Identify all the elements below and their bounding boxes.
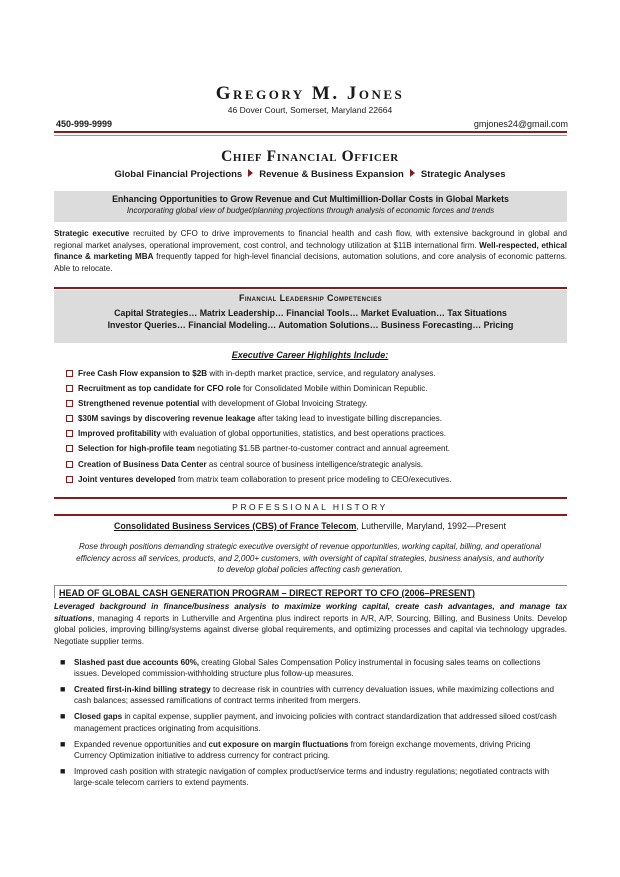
list-item bbox=[60, 657, 564, 679]
specialties-line bbox=[0, 169, 620, 180]
highlight-bold: Joint ventures developed bbox=[78, 474, 176, 484]
bullet-icon: ■ bbox=[60, 657, 66, 667]
address: 46 Dover Court, Somerset, Maryland 22664 bbox=[227, 105, 393, 115]
list-item bbox=[66, 472, 566, 487]
competencies-line: Capital Strategies… Matrix Leadership… Financial Tools… Market Evaluation… Tax Situations bbox=[114, 308, 507, 318]
company-description: Rose through positions demanding strategic executive oversight of revenue opportunities, working capital, billing, and operational efficiency across all services, products, and 2,000+ customers, with oversight of capital strategies, business analysis, and authority to develop global policies affecting cash generation. bbox=[76, 542, 544, 575]
phone: 450-999-9999 bbox=[56, 119, 113, 129]
bullet-icon: ■ bbox=[60, 711, 66, 722]
bullet-icon: ■ bbox=[60, 765, 66, 776]
competencies-heading: Financial Leadership Competencies bbox=[238, 293, 383, 303]
email: gmjones24@gmail.com bbox=[473, 119, 568, 129]
headline-banner bbox=[54, 191, 567, 222]
triangle-icon bbox=[248, 169, 253, 177]
specialty: Global Financial Projections bbox=[114, 169, 243, 180]
bullet-text: in capital expense, supplier payment, and invoicing policies with contract standardization that addressed siloed cost/cash management practices originating from acquisitions. bbox=[74, 712, 557, 733]
section-divider bbox=[54, 497, 567, 499]
bullet-text: to decrease risk in countries with currency devaluation issues, while maximizing collections and cash balances; assessed ramifications of contract terms inherited from mergers. bbox=[74, 685, 554, 706]
list-item bbox=[66, 396, 566, 411]
list-item bbox=[66, 457, 566, 472]
highlight-bold: Recruitment as top candidate for CFO role bbox=[78, 384, 241, 394]
role-header bbox=[54, 585, 567, 598]
highlight-text: negotiating $1.5B partner-to-customer contract and annual agreement. bbox=[194, 444, 451, 454]
competencies-band bbox=[54, 290, 567, 343]
banner-headline: Enhancing Opportunities to Grow Revenue and Cut Multimillion-Dollar Costs in Global Markets bbox=[112, 194, 509, 204]
achievements-list bbox=[60, 657, 564, 793]
bullet-bold: cut exposure on margin fluctuations bbox=[208, 739, 349, 749]
specialty: Strategic Analyses bbox=[420, 169, 506, 180]
summary-bold: Well-respected, ethical finance & marketing MBA bbox=[54, 240, 567, 262]
list-item bbox=[66, 426, 566, 441]
triangle-icon bbox=[410, 169, 415, 177]
header-divider bbox=[54, 131, 567, 133]
highlight-text: after taking lead to investigate billing discrepancies. bbox=[255, 414, 442, 424]
banner-subline: Incorporating global view of budget/planning projections through analysis of economic forces and trends bbox=[126, 206, 495, 215]
list-item bbox=[60, 684, 564, 706]
highlight-bold: Strengthened revenue potential bbox=[78, 399, 200, 409]
highlight-text: as central source of business intelligence/strategic analysis. bbox=[206, 459, 424, 469]
highlight-text: with in-depth market practice, service, and regulatory analyses. bbox=[207, 369, 436, 378]
list-item bbox=[66, 381, 566, 396]
candidate-name: Gregory M. Jones bbox=[215, 83, 405, 104]
checkbox-icon bbox=[66, 430, 73, 437]
bullet-icon: ■ bbox=[60, 684, 66, 695]
target-title: Chief Financial Officer bbox=[221, 148, 399, 165]
highlight-bold: Selection for high-profile team bbox=[78, 444, 195, 454]
bullet-text: from foreign exchange movements, driving Pricing Currency Optimization initiative to address currency for contract pricing. bbox=[74, 739, 531, 760]
highlight-bold: $30M savings by discovering revenue leakage bbox=[78, 414, 256, 424]
highlights-list bbox=[66, 366, 566, 487]
list-item bbox=[60, 765, 564, 788]
history-heading: PROFESSIONAL HISTORY bbox=[232, 502, 388, 512]
highlights-heading: Executive Career Highlights Include: bbox=[231, 350, 389, 360]
specialty: Revenue & Business Expansion bbox=[259, 169, 404, 180]
competencies-line: Investor Queries… Financial Modeling… Automation Solutions… Business Forecasting… Pricing bbox=[107, 320, 514, 330]
bullet-text: Improved cash position with strategic navigation of complex product/service terms and industry regulations; negotiated contracts with large-scale telecom carriers to extend payments. bbox=[74, 766, 550, 788]
checkbox-icon bbox=[66, 461, 73, 468]
highlight-bold: Improved profitability bbox=[78, 429, 161, 439]
bullet-text: creating Global Sales Compensation Policy instrumental in focusing sales teams on collections issues. Developed commission-withholding structure plus follow-up measures. bbox=[74, 658, 541, 679]
bullet-icon: ■ bbox=[60, 738, 66, 749]
checkbox-icon bbox=[66, 385, 73, 392]
section-divider bbox=[54, 514, 567, 516]
summary-bold: Strategic executive bbox=[54, 229, 130, 238]
bullet-text: Expanded revenue opportunities and bbox=[74, 739, 209, 749]
list-item bbox=[60, 738, 564, 761]
bullet-bold: Closed gaps bbox=[74, 712, 123, 722]
company-meta: , Lutherville, Maryland, 1992—Present bbox=[356, 521, 506, 531]
highlight-text: from matrix team collaboration to present price modeling to CEO/executives. bbox=[175, 474, 452, 484]
highlight-text: with development of Global Invoicing Strategy. bbox=[199, 399, 368, 409]
role-title: HEAD OF GLOBAL CASH GENERATION PROGRAM – DIRECT REPORT TO CFO (2006–PRESENT) bbox=[59, 588, 476, 598]
bullet-bold: Created first-in-kind billing strategy bbox=[74, 685, 211, 695]
checkbox-icon bbox=[66, 400, 73, 407]
checkbox-icon bbox=[66, 370, 73, 377]
list-item bbox=[60, 711, 564, 733]
highlight-bold: Free Cash Flow expansion to $2B bbox=[78, 369, 208, 378]
checkbox-icon bbox=[66, 476, 73, 483]
role-text: , managing 4 reports in Lutherville and Argentina plus indirect reports in A/R, A/P, Sourcing, Billing, and Business Units. Develop global policies, improving billing/systems against diverse global requirements, and optimizing processes and capital via technology upgrades. Negotiate supplier terms. bbox=[54, 613, 567, 646]
checkbox-icon bbox=[66, 445, 73, 452]
summary-text: recruited by CFO to drive improvements to financial health and cash flow, with extensive background in global and regional market analyses, operational improvement, cost control, and technology utilization at $11B international firm. bbox=[54, 229, 568, 250]
role-description bbox=[54, 601, 567, 647]
highlight-text: with evaluation of global opportunities, statistics, and best operations practices. bbox=[160, 429, 446, 439]
summary-text: frequently tapped for high-level financial decisions, automation solutions, and core analysis of economic patterns. Able to relocate. bbox=[54, 252, 567, 273]
highlight-bold: Creation of Business Data Center bbox=[78, 459, 207, 469]
list-item bbox=[66, 366, 566, 381]
header-divider-thin bbox=[54, 135, 567, 136]
company-name: Consolidated Business Services (CBS) of France Telecom bbox=[114, 521, 357, 531]
summary-paragraph bbox=[54, 228, 567, 274]
bullet-bold: Slashed past due accounts 60%, bbox=[74, 658, 200, 667]
role-lead: Leveraged background in finance/business analysis to maximize working capital, create cash advantages, and manage tax situations bbox=[54, 602, 567, 623]
checkbox-icon bbox=[66, 415, 73, 422]
highlight-text: for Consolidated Mobile within Dominican Republic. bbox=[240, 384, 428, 394]
company-line bbox=[0, 521, 620, 531]
list-item bbox=[66, 411, 566, 426]
section-divider bbox=[54, 287, 567, 289]
list-item bbox=[66, 441, 566, 456]
